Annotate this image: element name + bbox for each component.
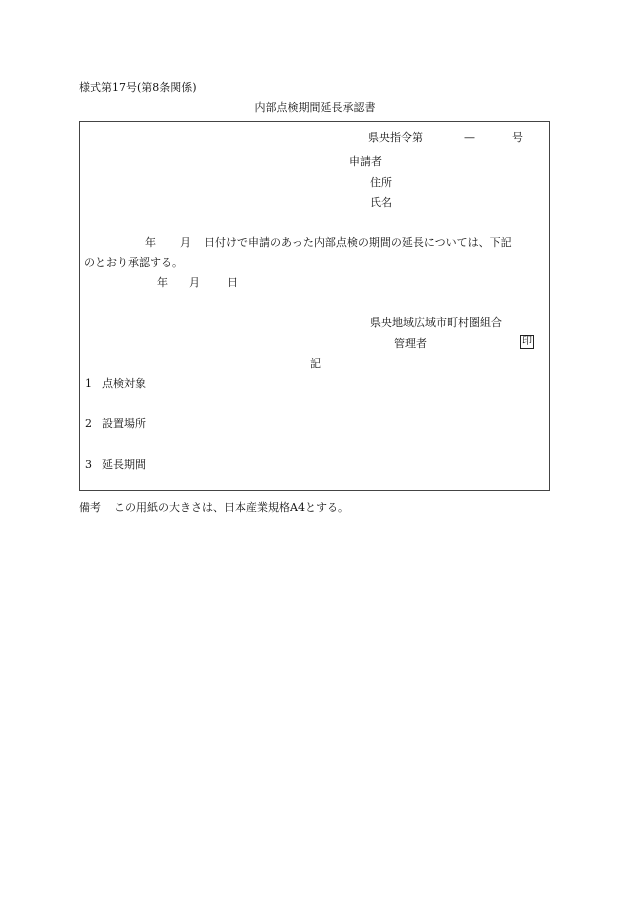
approval-date (157, 276, 238, 290)
seal-mark: 印 (522, 336, 532, 347)
reference-suffix: 号 (512, 131, 523, 144)
item-label: 点検対象 (102, 377, 146, 390)
reference-prefix: 県央指令第 (368, 131, 423, 144)
list-item (85, 417, 146, 431)
remarks-label: 備考 (79, 501, 101, 514)
remarks (79, 501, 349, 515)
body-text-line-1 (145, 236, 512, 250)
approval-year: 年 (157, 276, 168, 289)
document-title: 内部点検期間延長承認書 (254, 101, 376, 114)
form-frame (79, 121, 550, 491)
issuer-organization: 県央地域広域市町村圏組合 (370, 316, 502, 329)
issuer-title: 管理者 (394, 337, 427, 350)
name-label: 氏名 (370, 196, 392, 209)
remarks-text: この用紙の大きさは、日本産業規格A4とする。 (114, 501, 349, 514)
list-item (85, 377, 146, 391)
approval-day: 日 (227, 276, 238, 289)
item-number: 2 (85, 417, 92, 430)
ki-heading: 記 (310, 357, 321, 370)
list-item (85, 458, 146, 472)
application-year: 年 (145, 236, 156, 249)
application-month: 月 (180, 236, 191, 249)
body-text: 日付けで申請のあった内部点検の期間の延長については、下記 (204, 236, 512, 249)
item-label: 設置場所 (102, 417, 146, 430)
item-label: 延長期間 (102, 458, 146, 471)
applicant-label: 申請者 (349, 155, 382, 168)
reference-dash: — (464, 131, 475, 144)
address-label: 住所 (370, 176, 392, 189)
item-number: 1 (85, 377, 92, 390)
item-number: 3 (85, 458, 92, 471)
body-text-line-2: のとおり承認する。 (84, 256, 183, 269)
form-number: 様式第17号(第8条関係) (79, 81, 197, 94)
reference-number-line (368, 131, 523, 145)
approval-month: 月 (189, 276, 200, 289)
